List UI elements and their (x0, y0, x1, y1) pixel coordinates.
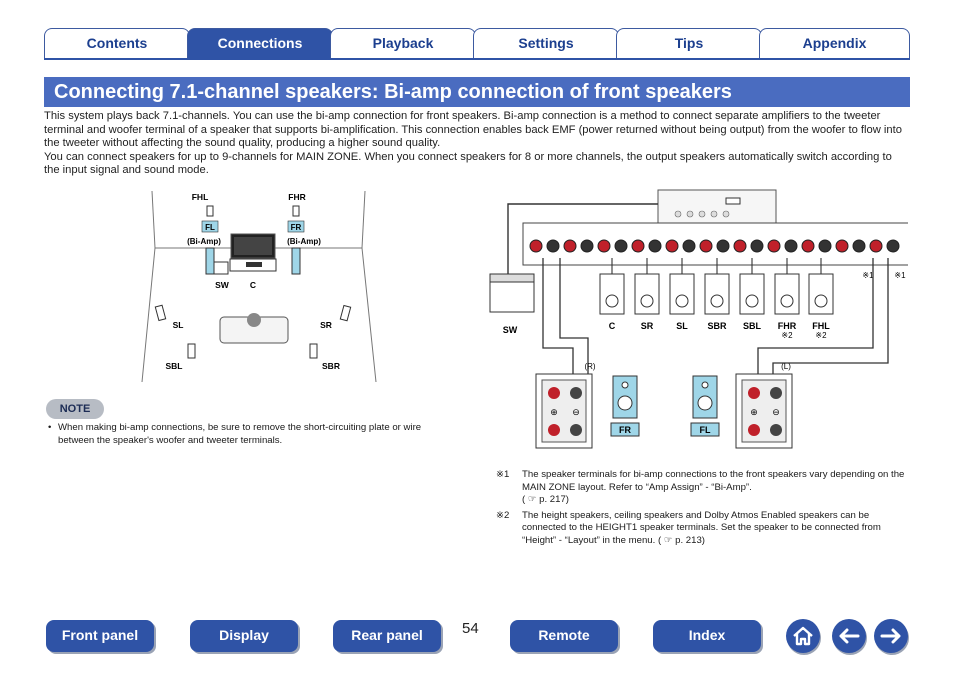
receiver-terminal-post (598, 240, 610, 252)
label-fr: FR (290, 223, 302, 232)
receiver-terminal-post (734, 240, 746, 252)
sbl-speaker-icon (188, 344, 195, 358)
sr-speaker-icon (340, 305, 350, 320)
receiver-terminal-post (564, 240, 576, 252)
footnotes (496, 469, 906, 550)
home-icon (786, 619, 820, 653)
minus-r: ⊖ (572, 407, 580, 417)
page-title: Connecting 7.1-channel speakers: Bi-amp connection of front speakers (44, 77, 910, 107)
footnote-1 (496, 469, 906, 507)
label-sl: SL (172, 320, 184, 330)
receiver-terminal-post (870, 240, 882, 252)
speaker-room-layout (140, 186, 390, 386)
footnote-1-text: The speaker terminals for bi-amp connections to the front speakers vary depending on the MAIN ZONE layout. Refer to “Amp Assign” - “Bi-Amp”. (522, 469, 905, 493)
intro-text (44, 110, 910, 178)
label-fr-wiring: FR (619, 425, 631, 435)
receiver-terminal-post (632, 240, 644, 252)
tab-underline (44, 58, 910, 60)
label-fl: FL (205, 223, 215, 232)
label-c: C (608, 321, 616, 331)
label-sr: SR (320, 320, 332, 330)
label-fhr: FHR (288, 192, 306, 202)
receiver-terminal-post (666, 240, 678, 252)
note-badge: NOTE (46, 399, 104, 419)
intro-paragraph-1: This system plays back 7.1-channels. You can use the bi-amp connection for front speakers. Bi-amp connection is a method to connect separate amplifiers to the tweeter terminal and woofer terminal of a speaker that supports bi-amplification. This connection enables back EMF (power returned without being output) from the woofer to flow into the tweeter without affecting the sound quality, producing a higher sound quality. (44, 110, 902, 150)
receiver-speaker-terminals (523, 223, 908, 265)
arrow-right-icon (874, 619, 908, 653)
receiver-terminal-post (700, 240, 712, 252)
label-wiring-sw: SW (502, 325, 518, 335)
receiver-terminal-post (530, 240, 542, 252)
page-number: 54 (462, 620, 479, 637)
receiver-terminal-post (853, 240, 865, 252)
fhl-speaker-icon (207, 206, 213, 216)
footnote-2 (496, 510, 906, 548)
footnote-2-text: The height speakers, ceiling speakers and Dolby Atmos Enabled speakers can be connected to the HEIGHT1 speaker terminals. Set the speaker to be connected from “Height” - “Layout” in the menu. (522, 509, 881, 546)
footnote-2-ref[interactable]: ( ☞ p. 213) (657, 534, 705, 546)
tab-settings[interactable]: Settings (473, 28, 619, 60)
receiver-terminal-post (751, 240, 763, 252)
receiver-terminal-post (547, 240, 559, 252)
label-biamp-right: (Bi-Amp) (287, 237, 321, 246)
tab-contents[interactable]: Contents (44, 28, 190, 60)
wiring-diagram (488, 188, 908, 458)
arrow-left-icon (832, 619, 866, 653)
back-button[interactable] (832, 619, 866, 653)
home-button[interactable] (786, 619, 820, 653)
rear-panel-button[interactable]: Rear panel (333, 620, 441, 652)
label-c: C (249, 280, 257, 290)
label-sbr: SBR (322, 361, 340, 371)
index-button[interactable]: Index (653, 620, 761, 652)
display-button[interactable]: Display (190, 620, 298, 652)
label-biamp-left: (Bi-Amp) (187, 237, 221, 246)
receiver-terminal-post (887, 240, 899, 252)
fl-speaker-icon (206, 248, 214, 274)
minus-l: ⊖ (772, 407, 780, 417)
front-panel-button[interactable]: Front panel (46, 620, 154, 652)
label-sl: SL (676, 321, 688, 331)
intro-paragraph-2: You can connect speakers for up to 9-channels for MAIN ZONE. When you connect speakers for 8 or more channels, the output speakers automatically switch according to the input signal and sound mode. (44, 150, 892, 177)
receiver-terminal-post (768, 240, 780, 252)
label-fhl: FHL (191, 192, 209, 202)
sl-speaker-icon (155, 305, 165, 320)
tab-playback[interactable]: Playback (330, 28, 476, 60)
remote-button[interactable]: Remote (510, 620, 618, 652)
mark-2-fhr: ※2 (781, 331, 793, 340)
av-receiver-icon (246, 262, 262, 267)
tab-tips[interactable]: Tips (616, 28, 762, 60)
top-tab-bar (44, 26, 910, 60)
mark-2-fhl: ※2 (815, 331, 827, 340)
speaker-row (600, 274, 833, 314)
fr-speaker-icon (292, 248, 300, 274)
label-sbr: SBR (707, 321, 727, 331)
label-fhr: FHR (777, 321, 797, 331)
label-sbl: SBL (165, 361, 183, 371)
fhr-speaker-icon (293, 206, 299, 216)
forward-button[interactable] (874, 619, 908, 653)
footnote-2-mark: ※2 (496, 509, 510, 521)
receiver-input-panel (658, 190, 776, 226)
label-sr: SR (640, 321, 654, 331)
label-fl-wiring: FL (699, 425, 711, 435)
tab-connections[interactable]: Connections (187, 28, 333, 60)
label-fhl: FHL (812, 321, 830, 331)
label-sbl: SBL (743, 321, 761, 331)
plus-r: ⊕ (550, 407, 558, 417)
receiver-terminal-post (683, 240, 695, 252)
sw-speaker-icon (214, 262, 228, 274)
sbr-speaker-icon (310, 344, 317, 358)
footnote-1-mark: ※1 (496, 469, 510, 480)
plus-l: ⊕ (750, 407, 758, 417)
receiver-terminal-post (819, 240, 831, 252)
receiver-terminal-post (785, 240, 797, 252)
note-text: • When making bi-amp connections, be sure to remove the short-circuiting plate or wire between the speaker's woofer and tweeter terminals. (46, 421, 458, 447)
receiver-terminal-post (802, 240, 814, 252)
receiver-terminal-post (717, 240, 729, 252)
receiver-terminal-post (836, 240, 848, 252)
footnote-1-ref[interactable]: ( ☞ p. 217) (522, 494, 569, 505)
receiver-terminal-post (649, 240, 661, 252)
mark-1-b: ※1 (894, 271, 906, 280)
mark-1-a: ※1 (862, 271, 874, 280)
receiver-terminal-post (615, 240, 627, 252)
label-l: (L) (781, 362, 791, 371)
tab-appendix[interactable]: Appendix (759, 28, 910, 60)
label-sw: SW (215, 280, 229, 290)
label-r: (R) (584, 362, 596, 371)
receiver-terminal-post (581, 240, 593, 252)
